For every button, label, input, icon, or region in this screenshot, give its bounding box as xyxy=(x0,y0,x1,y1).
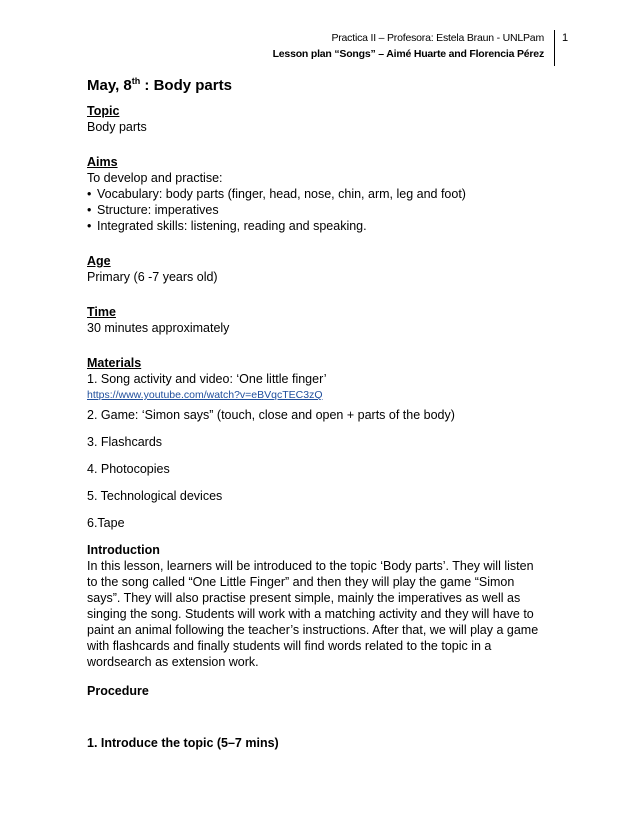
materials-item: 3. Flashcards xyxy=(87,435,163,449)
materials-item: 6.Tape xyxy=(87,516,125,530)
page-number: 1 xyxy=(562,32,569,44)
video-link[interactable]: https://www.youtube.com/watch?v=eBVqcTEC3zQ xyxy=(87,389,323,401)
introduction-line: singing the song. Students will work with a matching activity and they will have to xyxy=(87,607,534,621)
procedure-step-1: 1. Introduce the topic (5–7 mins) xyxy=(87,736,279,750)
introduction-section xyxy=(87,542,557,670)
introduction-line: says”. They will also practise present simple, mainly the imperatives as well as xyxy=(87,591,521,605)
aims-intro: To develop and practise: xyxy=(87,171,223,185)
aims-item: • Structure: imperatives xyxy=(87,202,557,218)
age-section xyxy=(87,253,557,285)
introduction-text xyxy=(87,558,557,670)
page-title xyxy=(87,76,557,94)
topic-text: Body parts xyxy=(87,120,147,134)
materials-item: 1. Song activity and video: ‘One little finger’ xyxy=(87,372,327,386)
materials-section xyxy=(87,355,557,531)
materials-item: 2. Game: ‘Simon says” (touch, close and open + parts of the body) xyxy=(87,408,455,422)
aims-item: • Vocabulary: body parts (finger, head, nose, chin, arm, leg and foot) xyxy=(87,186,557,202)
aims-section xyxy=(87,154,557,234)
time-heading: Time xyxy=(87,305,116,319)
introduction-heading: Introduction xyxy=(87,543,160,557)
header-divider xyxy=(554,30,555,66)
introduction-line: with flashcards and finally students will find words related to the topic in a xyxy=(87,639,492,653)
materials-item: 5. Technological devices xyxy=(87,489,223,503)
materials-item: 4. Photocopies xyxy=(87,462,170,476)
age-heading: Age xyxy=(87,254,111,268)
page-header xyxy=(273,30,554,62)
aims-heading: Aims xyxy=(87,155,118,169)
title-topic: : Body parts xyxy=(140,77,232,94)
title-superscript: th xyxy=(131,76,141,86)
topic-section xyxy=(87,103,557,135)
title-date: May, 8 xyxy=(87,77,132,94)
introduction-line: to the song called “One Little Finger” and then they will play the game “Simon xyxy=(87,575,515,589)
introduction-line: paint an animal following the teacher’s instructions. After that, we will play a game xyxy=(87,623,539,637)
document-body xyxy=(87,76,557,751)
aims-item: • Integrated skills: listening, reading and speaking. xyxy=(87,218,557,234)
age-text: Primary (6 -7 years old) xyxy=(87,270,218,284)
procedure-section xyxy=(87,683,557,751)
header-lesson-line: Lesson plan “Songs” – Aimé Huarte and Florencia Pérez xyxy=(272,48,544,60)
introduction-line: wordsearch as extension work. xyxy=(87,655,259,669)
materials-heading: Materials xyxy=(87,356,142,370)
time-text: 30 minutes approximately xyxy=(87,321,230,335)
procedure-heading: Procedure xyxy=(87,684,149,698)
header-course-line: Practica II – Profesora: Estela Braun - UNLPam xyxy=(331,32,544,44)
time-section xyxy=(87,304,557,336)
topic-heading: Topic xyxy=(87,104,120,118)
introduction-line: In this lesson, learners will be introduced to the topic ‘Body parts’. They will listen xyxy=(87,559,534,573)
